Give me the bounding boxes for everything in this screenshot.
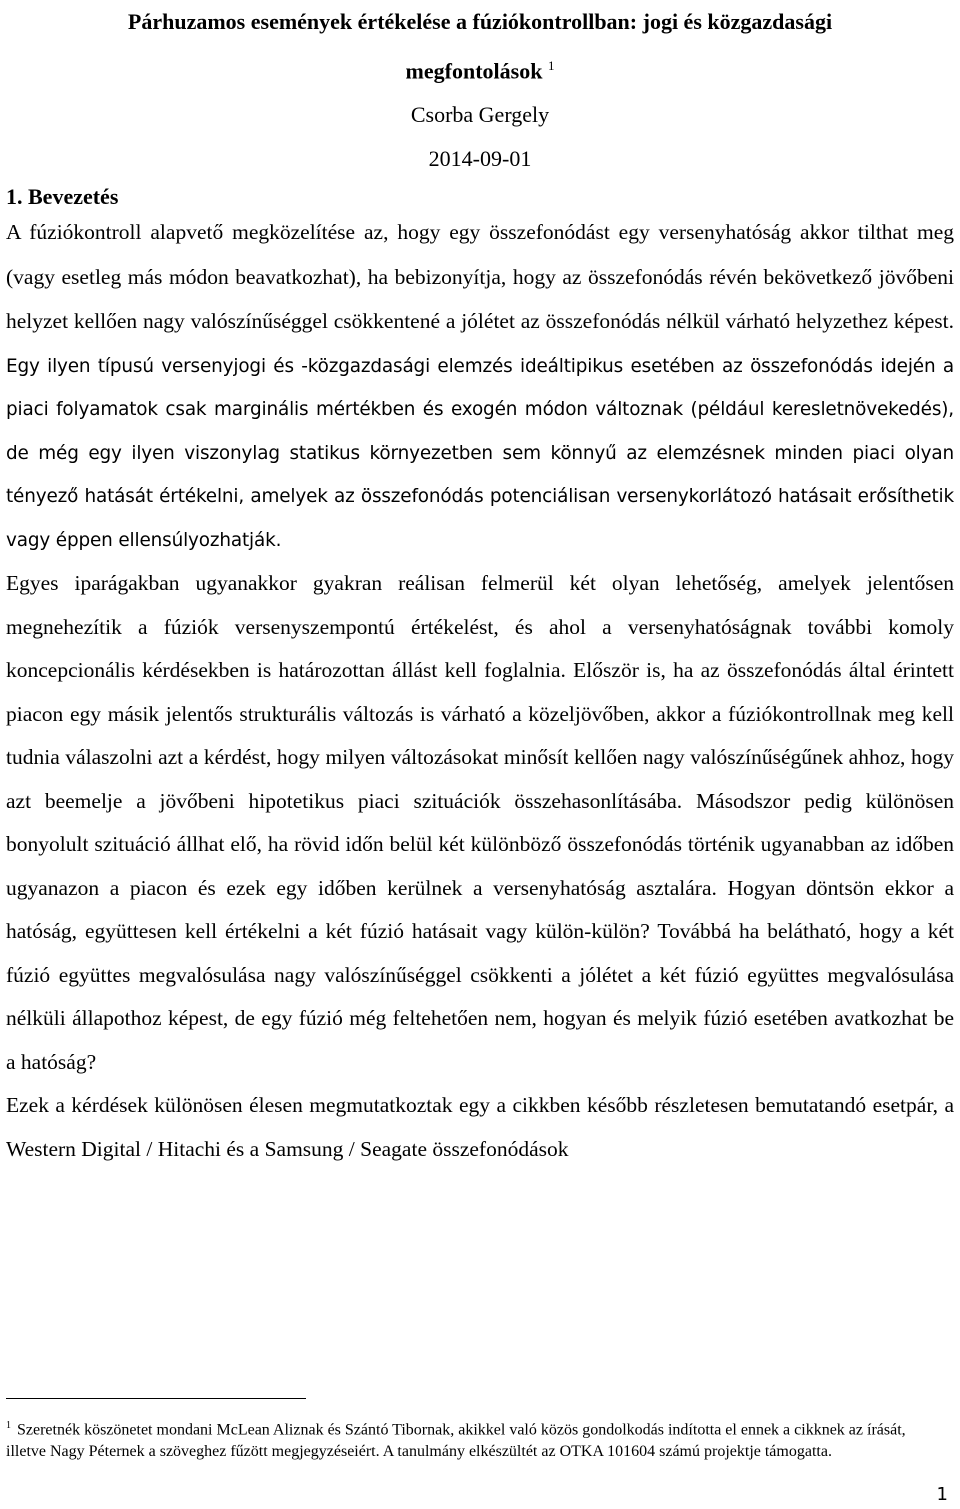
document-date: 2014-09-01: [428, 146, 532, 172]
author-name: Csorba Gergely: [410, 102, 550, 128]
section-heading: 1. Bevezetés: [6, 184, 119, 210]
footnote-marker: 1: [6, 1420, 11, 1431]
paragraph-1: [6, 211, 954, 562]
footnote-1: [6, 1415, 944, 1463]
paragraph-3: Ezek a kérdések különösen élesen megmutatkoztak egy a cikkben később részletesen bemutatandó esetpár, a Western Digital / Hitachi és a Samsung / Seagate összefonódások: [6, 1093, 954, 1161]
paragraph-1-serif-text: A fúziókontroll alapvető megközelítése az, hogy egy összefonódást egy versenyhatóság akkor tilthat meg (vagy esetleg más módon beavatkozhat), ha bebizonyítja, hogy az összefonódás révén bekövetkező jövőbeni helyzet kellően nagy valószínűséggel csökkentené a jólétet az összefonódás nélkül várható helyzethez képest.: [6, 220, 954, 334]
title-line-2: megfontolások: [405, 58, 543, 84]
footnote-area: [6, 1398, 944, 1463]
document-header: [30, 0, 930, 181]
document-title: [30, 0, 930, 93]
title-line-1: Párhuzamos események értékelése a fúziókontrollban: jogi és közgazdasági: [127, 9, 833, 34]
page-number: 1: [936, 1484, 948, 1505]
paragraph-1-sans-text: Egy ilyen típusú versenyjogi és -közgazdasági elemzés ideáltipikus esetében az összefonódás idején a piaci folyamatok csak marginális mértékben és exogén módon változnak (például keresletnövekedés), de még egy ilyen viszonylag statikus környezetben sem könnyű az elemzésnek minden piaci olyan tényező hatását értékelni, amelyek az összefonódás potenciálisan versenykorlátozó hatásait erősíthetik vagy éppen ellensúlyozhatják.: [6, 355, 954, 551]
paragraph-2: Egyes iparágakban ugyanakkor gyakran reálisan felmerül két olyan lehetőség, amelyek jelentősen megnehezítik a fúziók versenyszempontú értékelést, és ahol a versenyhatóságnak további komoly koncepcionális kérdésekben is határozottan állást kell foglalnia. Először is, ha az összefonódás által érintett piacon egy másik jelentős strukturális változás is várható a közeljövőben, akkor a fúziókontrollnak meg kell tudnia válaszolni azt a kérdést, hogy milyen változásokat minősít kellően nagy valószínűségűnek ahhoz, hogy azt beemelje a jövőbeni hipotetikus piaci szituációk összehasonlításába. Másodszor pedig különösen bonyolult szituáció állhat elő, ha rövid időn belül két különböző összefonódás történik ugyanabban az időben ugyanazon a piacon és ezek egy időben kerülnek a versenyhatóság asztalára. Hogyan döntsön ekkor a hatóság, együttesen kell értékelni a két fúzió hatásait vagy külön-külön? Továbbá ha belátható, hogy a két fúzió együttes megvalósulása nagy valószínűséggel csökkenti a jólétet a két fúzió együttes megvalósulása nélküli állapothoz képest, de egy fúzió még feltehetően nem, hogyan és melyik fúzió esetében avatkozhat be a hatóság?: [6, 571, 954, 1074]
footnote-text: Szeretnék köszönetet mondani McLean Aliznak és Szántó Tibornak, akikkel való közös gondolkodás indította el ennek a cikknek az írását, illetve Nagy Péternek a szöveghez fűzött megjegyzéseiért. A tanulmány elkészültét az OTKA 101604 számú projektje támogatta.: [6, 1421, 906, 1461]
document-body: [0, 211, 960, 1171]
footnote-separator: [6, 1398, 306, 1399]
title-footnote-marker[interactable]: 1: [547, 58, 555, 73]
